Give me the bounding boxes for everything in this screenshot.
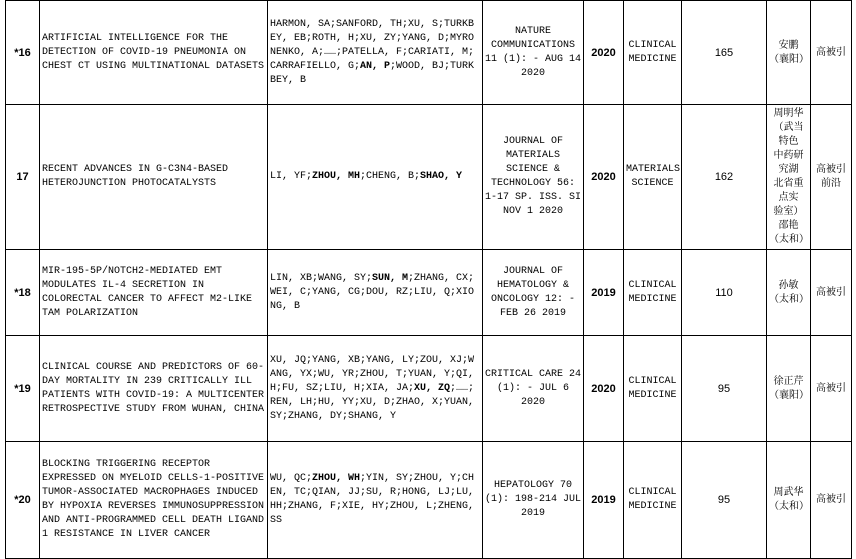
table-row xyxy=(6,250,852,336)
type-line: 高被引 xyxy=(816,382,846,394)
affiliated-person xyxy=(767,250,811,336)
person-line: 验室） xyxy=(773,206,804,217)
citation-count: 95 xyxy=(682,336,767,442)
paper-title: MIR-195-5P/NOTCH2-MEDIATED EMT MODULATES IL-4 SECRETION IN COLORECTAL CANCER TO AFFECT M2-LIKE TAM POLARIZATION xyxy=(40,250,268,336)
year: 2020 xyxy=(584,1,624,105)
citation-count: 110 xyxy=(682,250,767,336)
authors-text: ;YIN, SY;ZHOU, Y;CHEN, TC;QIAN, JJ;SU, R;HONG, LJ;LU, HH;ZHANG, F;XIE, HY;ZHOU, L;ZHENG, SS xyxy=(270,473,475,526)
authors-text: HARMON, SA;SANFORD, TH;XU, S;TURKBEY, EB;ROTH, H;XU, ZY;YANG, D;MYRONENKO, A;……;PATELLA, F;CARIATI, M;CARRAFIELLO, G; xyxy=(270,18,475,72)
highlighted-author: SUN, M xyxy=(372,272,409,284)
journal-source: NATURE COMMUNICATIONS 11 (1): - AUG 14 2020 xyxy=(483,1,584,105)
highlighted-author: XU, ZQ xyxy=(414,382,451,394)
type-line: 高被引 xyxy=(816,494,846,505)
citation-count: 162 xyxy=(682,105,767,250)
year: 2019 xyxy=(584,250,624,336)
paper-type xyxy=(811,250,852,336)
year: 2020 xyxy=(584,336,624,442)
research-field: CLINICAL MEDICINE xyxy=(624,442,682,559)
journal-source: JOURNAL OF HEMATOLOGY & ONCOLOGY 12: - FEB 26 2019 xyxy=(483,250,584,336)
authors-text: ;WOOD, BJ;TURKBEY, B xyxy=(270,60,475,86)
citation-count: 95 xyxy=(682,442,767,559)
person-line: （太和） xyxy=(769,293,809,305)
paper-title: ARTIFICIAL INTELLIGENCE FOR THE DETECTION OF COVID-19 PNEUMONIA ON CHEST CT USING MULTINATIONAL DATASETS xyxy=(40,1,268,105)
highlighted-author: ZHOU, MH xyxy=(312,171,361,182)
research-field: CLINICAL MEDICINE xyxy=(624,250,682,336)
authors xyxy=(268,250,483,336)
table-row xyxy=(6,105,852,250)
person-line: （襄阳） xyxy=(769,389,809,401)
journal-source: CRITICAL CARE 24 (1): - JUL 6 2020 xyxy=(483,336,584,442)
row-number: *18 xyxy=(6,250,40,336)
year: 2020 xyxy=(584,105,624,250)
person-line: 周武华 xyxy=(773,487,804,498)
person-line: （太和） xyxy=(769,501,809,512)
authors xyxy=(268,105,483,250)
paper-type xyxy=(811,1,852,105)
person-line: 孙敏 xyxy=(778,279,799,291)
paper-type xyxy=(811,336,852,442)
authors-text: WU, QC; xyxy=(270,473,313,484)
citation-count: 165 xyxy=(682,1,767,105)
type-line: 高被引 xyxy=(816,286,846,298)
authors-text: ;ZHANG, CX;WEI, C;YANG, CG;DOU, RZ;LIU, Q;XIONG, B xyxy=(270,272,475,312)
year: 2019 xyxy=(584,442,624,559)
person-line: 中药研究湖 xyxy=(773,150,804,175)
person-line: 北省重点实 xyxy=(773,178,804,203)
row-number: *20 xyxy=(6,442,40,559)
research-field: MATERIALS SCIENCE xyxy=(624,105,682,250)
authors xyxy=(268,1,483,105)
person-line: （襄阳） xyxy=(769,53,809,65)
authors-text: LIN, XB;WANG, SY; xyxy=(270,272,373,284)
authors xyxy=(268,336,483,442)
authors-text: XU, JQ;YANG, XB;YANG, LY;ZOU, XJ;WANG, YX;WU, YR;ZHOU, T;YUAN, Y;QI, H;FU, SZ;LIU, H;XIA, JA; xyxy=(270,354,475,394)
person-line: （太和） xyxy=(769,234,809,245)
journal-source: HEPATOLOGY 70 (1): 198-214 JUL 2019 xyxy=(483,442,584,559)
type-line: 前沿 xyxy=(821,178,841,189)
research-field: CLINICAL MEDICINE xyxy=(624,336,682,442)
table-row xyxy=(6,1,852,105)
paper-type xyxy=(811,105,852,250)
paper-title: RECENT ADVANCES IN G-C3N4-BASED HETEROJUNCTION PHOTOCATALYSTS xyxy=(40,105,268,250)
authors-text: LI, YF; xyxy=(270,171,313,182)
person-line: 安鹏 xyxy=(778,39,799,51)
journal-source: JOURNAL OF MATERIALS SCIENCE & TECHNOLOGY 56: 1-17 SP. ISS. SI NOV 1 2020 xyxy=(483,105,584,250)
affiliated-person xyxy=(767,105,811,250)
person-line: （武当特色 xyxy=(773,122,804,147)
person-line: 周明华 xyxy=(773,108,804,119)
authors-text: ;CHENG, B; xyxy=(360,171,421,182)
highlighted-author: ZHOU, WH xyxy=(312,473,361,484)
row-number: 17 xyxy=(6,105,40,250)
person-line: 邵艳 xyxy=(778,220,799,231)
research-field: CLINICAL MEDICINE xyxy=(624,1,682,105)
authors-text: ;……;REN, LH;HU, YY;XU, D;ZHAO, X;YUAN, SY;ZHANG, DY;SHANG, Y xyxy=(270,382,475,422)
publications-table xyxy=(5,0,852,559)
highlighted-author: AN, P xyxy=(360,60,391,72)
highlighted-author: SHAO, Y xyxy=(420,171,463,182)
type-line: 高被引 xyxy=(816,164,846,175)
row-number: *19 xyxy=(6,336,40,442)
paper-title: BLOCKING TRIGGERING RECEPTOR EXPRESSED ON MYELOID CELLS-1-POSITIVE TUMOR-ASSOCIATED MACROPHAGES INDUCED BY HYPOXIA REVERSES IMMUNOSUPPRESSION AND ANTI-PROGRAMMED CELL DEATH LIGAND 1 RESISTANCE IN LIVER CANCER xyxy=(40,442,268,559)
affiliated-person xyxy=(767,1,811,105)
table-row xyxy=(6,336,852,442)
paper-title: CLINICAL COURSE AND PREDICTORS OF 60-DAY MORTALITY IN 239 CRITICALLY ILL PATIENTS WITH COVID-19: A MULTICENTER RETROSPECTIVE STUDY FROM WUHAN, CHINA xyxy=(40,336,268,442)
person-line: 徐正芹 xyxy=(773,375,804,387)
row-number: *16 xyxy=(6,1,40,105)
type-line: 高被引 xyxy=(816,46,846,58)
affiliated-person xyxy=(767,336,811,442)
